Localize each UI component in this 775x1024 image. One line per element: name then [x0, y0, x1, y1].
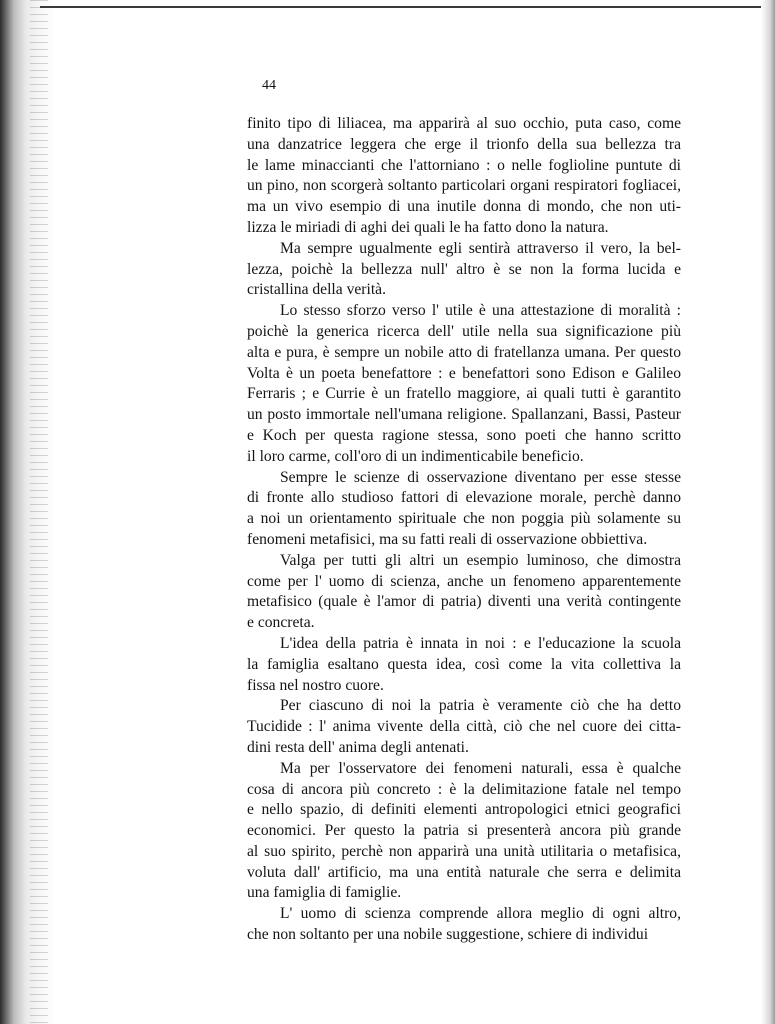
text-line: Ma sempre ugualmente egli sentirà attraverso il vero, la bel-: [280, 239, 681, 257]
paragraph: [247, 759, 681, 905]
text-line: poichè la generica ricerca dell' utile nella sua significazione più: [247, 322, 681, 340]
text-line: una famiglia di famiglie.: [247, 884, 402, 902]
text-line: e nello spazio, di definiti elementi antropologici etnici geografici: [247, 801, 681, 819]
text-line: la famiglia esaltano questa idea, così come la vita collettiva la: [247, 655, 681, 673]
text-line: le lame minaccianti che l'attorniano : o nelle foglioline puntute di: [247, 156, 681, 174]
text-line: e concreta.: [247, 614, 315, 632]
text-line: un posto immortale nell'umana religione. Spallanzani, Bassi, Pasteur: [247, 406, 681, 424]
text-line: dini resta dell' anima degli antenati.: [247, 738, 469, 756]
text-line: lezza, poichè la bellezza null' altro è se non la forma lucida e: [247, 260, 681, 278]
text-line: Per ciascuno di noi la patria è veramente ciò che ha detto: [280, 697, 681, 715]
paragraph: [247, 634, 681, 696]
text-line: cristallina della verità.: [247, 281, 386, 299]
page-number: 44: [262, 78, 276, 93]
text-line: finito tipo di liliacea, ma apparirà al suo occhio, puta caso, come: [247, 115, 681, 132]
text-line: voluta dall' artificio, ma una entità naturale che serra e delimita: [247, 863, 681, 881]
scan-right-edge: [761, 0, 775, 1024]
paragraph: [247, 468, 681, 551]
text-line: di fronte allo studioso fattori di elevazione morale, perchè danno: [247, 489, 681, 507]
text-line: Ferraris ; e Currie è un fratello maggiore, ai quali tutti è garantito: [247, 385, 681, 403]
body-text: [247, 114, 681, 946]
text-line: il loro carme, coll'oro di un indimenticabile beneficio.: [247, 447, 584, 465]
text-line: fissa nel nostro cuore.: [247, 676, 384, 694]
text-line: alta e pura, è sempre un nobile atto di fratellanza umana. Per questo: [247, 343, 681, 361]
text-line: economici. Per questo la patria si presenterà ancora più grande: [247, 822, 681, 840]
text-line: una danzatrice leggera che erge il trionfo della sua bellezza tra: [247, 135, 681, 153]
paragraph: [247, 904, 681, 946]
paragraph: [247, 551, 681, 634]
text-line: Lo stesso sforzo verso l' utile è una attestazione di moralità :: [280, 302, 681, 320]
text-line: Tucidide : l' anima vivente della città, ciò che nel cuore dei citta-: [247, 718, 681, 736]
text-line: metafisico (quale è l'amor di patria) diventi una verità contingente: [247, 593, 681, 611]
text-line: L' uomo di scienza comprende allora meglio di ogni altro,: [280, 905, 681, 923]
scan-top-rule: [40, 6, 775, 8]
text-line: Ma per l'osservatore dei fenomeni naturali, essa è qualche: [280, 759, 681, 777]
text-line: a noi un orientamento spirituale che non poggia più solamente su: [247, 510, 681, 528]
text-line: cosa di ancora più concreto : è la delimitazione fatale nel tempo: [247, 780, 681, 798]
paragraph: [247, 301, 681, 467]
text-line: Sempre le scienze di osservazione diventano per esse stesse: [280, 468, 681, 486]
text-line: Volta è un poeta benefattore : e benefattori sono Edison e Galileo: [247, 364, 681, 382]
text-line: fenomeni metafisici, ma su fatti reali di osservazione obbiettiva.: [247, 530, 648, 548]
text-line: al suo spirito, perchè non apparirà una unità utilitaria o metafisica,: [247, 842, 681, 860]
text-line: ma un vivo esempio di una inutile donna di mondo, che non uti-: [247, 198, 681, 216]
text-line: Valga per tutti gli altri un esempio luminoso, che dimostra: [280, 551, 681, 569]
scan-binding-texture: [30, 0, 48, 1024]
paragraph: [247, 696, 681, 758]
text-line: e Koch per questa ragione stessa, sono poeti che hanno scritto: [247, 426, 681, 444]
text-line: che non soltanto per una nobile suggestione, schiere di individui: [247, 926, 649, 944]
paragraph: [247, 114, 681, 239]
text-line: lizza le miriadi di aghi dei quali le ha fatto dono la natura.: [247, 218, 609, 236]
text-line: L'idea della patria è innata in noi : e l'educazione la scuola: [280, 634, 681, 652]
text-line: come per l' uomo di scienza, anche un fenomeno apparentemente: [247, 572, 681, 590]
text-line: un pino, non scorgerà soltanto particolari organi respiratori fogliacei,: [247, 177, 681, 195]
paragraph: [247, 239, 681, 301]
